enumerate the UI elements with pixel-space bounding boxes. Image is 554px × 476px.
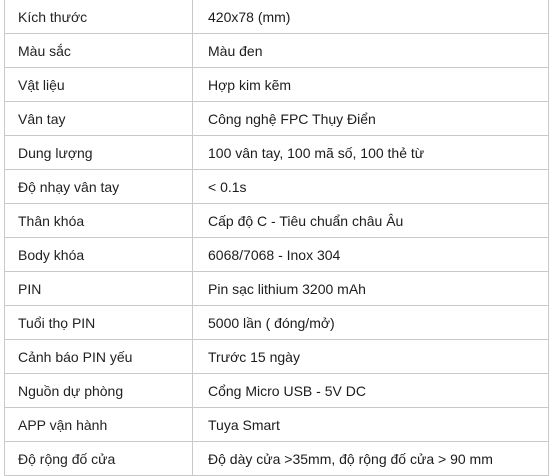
- table-row: [5, 238, 549, 272]
- spec-value: Hợp kim kẽm: [193, 68, 549, 102]
- table-row: [5, 102, 549, 136]
- spec-table-body: [5, 0, 549, 476]
- table-row: [5, 204, 549, 238]
- spec-label: Nguồn dự phòng: [5, 374, 193, 408]
- spec-label: Cảnh báo PIN yếu: [5, 340, 193, 374]
- table-row: [5, 0, 549, 34]
- spec-label: PIN: [5, 272, 193, 306]
- spec-label: Kích thước: [5, 0, 193, 34]
- table-row: [5, 34, 549, 68]
- spec-label: Màu sắc: [5, 34, 193, 68]
- spec-value: Tuya Smart: [193, 408, 549, 442]
- table-row: [5, 442, 549, 476]
- spec-label: Vân tay: [5, 102, 193, 136]
- spec-label: APP vận hành: [5, 408, 193, 442]
- table-row: [5, 408, 549, 442]
- spec-value: Công nghệ FPC Thụy Điển: [193, 102, 549, 136]
- table-row: [5, 170, 549, 204]
- spec-value: < 0.1s: [193, 170, 549, 204]
- spec-value: 420x78 (mm): [193, 0, 549, 34]
- spec-label: Tuổi thọ PIN: [5, 306, 193, 340]
- spec-label: Độ nhạy vân tay: [5, 170, 193, 204]
- spec-value: Trước 15 ngày: [193, 340, 549, 374]
- table-row: [5, 272, 549, 306]
- table-row: [5, 306, 549, 340]
- table-row: [5, 374, 549, 408]
- spec-value: 5000 lần ( đóng/mở): [193, 306, 549, 340]
- spec-value: 100 vân tay, 100 mã số, 100 thẻ từ: [193, 136, 549, 170]
- spec-table: [4, 0, 549, 476]
- spec-value: 6068/7068 - Inox 304: [193, 238, 549, 272]
- spec-value: Màu đen: [193, 34, 549, 68]
- table-row: [5, 68, 549, 102]
- spec-label: Vật liệu: [5, 68, 193, 102]
- table-row: [5, 136, 549, 170]
- spec-value: Cổng Micro USB - 5V DC: [193, 374, 549, 408]
- spec-value: Pin sạc lithium 3200 mAh: [193, 272, 549, 306]
- table-row: [5, 340, 549, 374]
- spec-value: Cấp độ C - Tiêu chuẩn châu Âu: [193, 204, 549, 238]
- spec-value: Độ dày cửa >35mm, độ rộng đố cửa > 90 mm: [193, 442, 549, 476]
- spec-label: Dung lượng: [5, 136, 193, 170]
- spec-label: Độ rộng đố cửa: [5, 442, 193, 476]
- spec-label: Thân khóa: [5, 204, 193, 238]
- spec-label: Body khóa: [5, 238, 193, 272]
